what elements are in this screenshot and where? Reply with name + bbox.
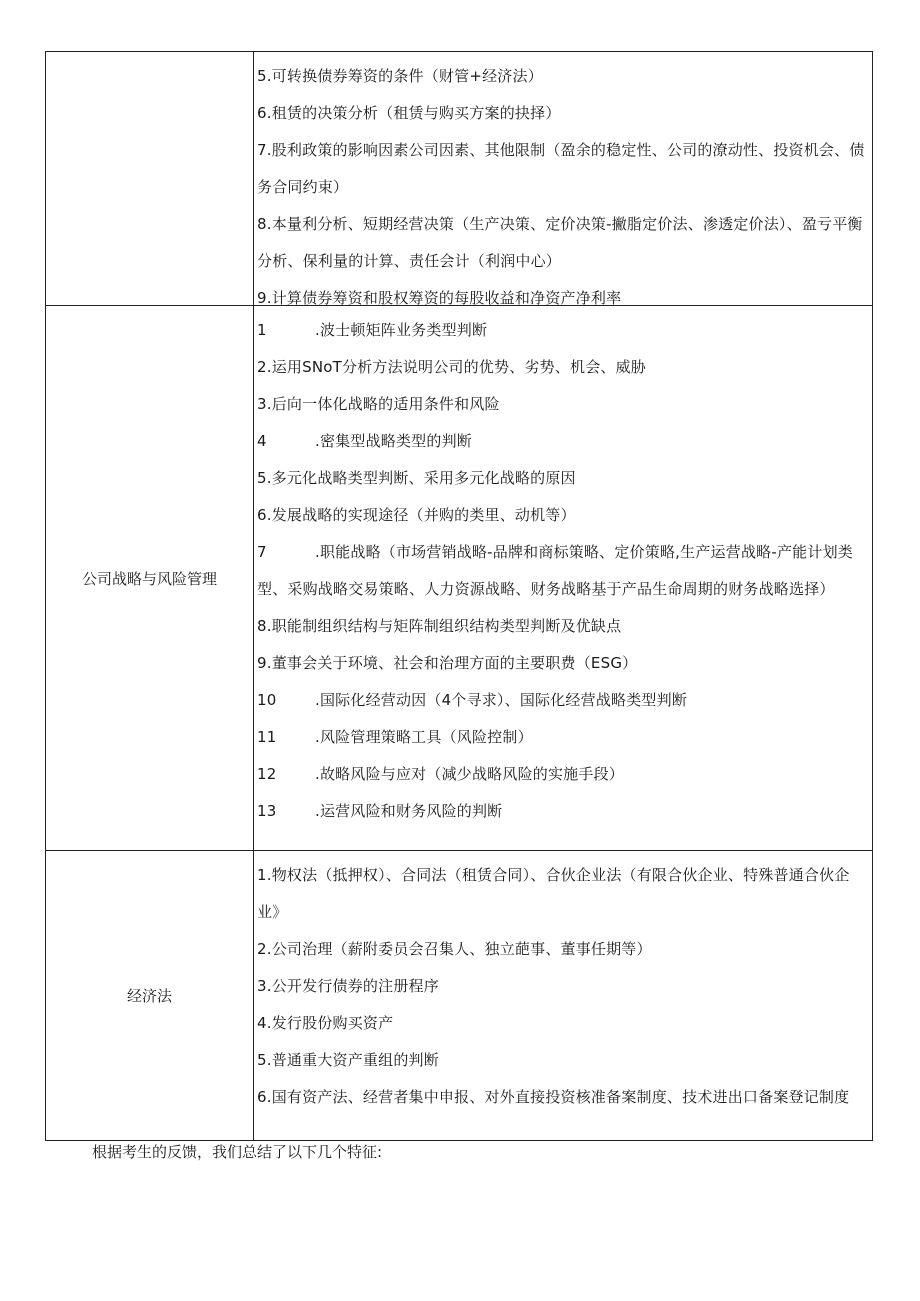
list-item (257, 349, 866, 386)
item-number: 1. (257, 866, 272, 884)
item-number: 3. (257, 395, 272, 413)
item-text: .职能战略（市场营销战略-品牌和商标策略、定价策略,生产运营战略-产能计划类型、采购战略交易策略、人力资源战略、财务战略基于产品生命周期的财务战略选择） (257, 543, 853, 598)
item-text: 公司治理（薪附委员会召集人、独立葩事、董事任期等） (271, 940, 652, 958)
item-text: 本量利分析、短期经营决策（生产决策、定价决策-撇脂定价法、渗透定价法）、盈亏平衡分析、保利量的计算、责任会计（利润中心） (257, 215, 863, 270)
list-item (257, 95, 866, 132)
category-cell: 公司战略与风险管理 (46, 306, 254, 850)
list-item (257, 756, 866, 793)
item-text: 后向一体化战略的适用条件和风险 (271, 395, 500, 413)
item-number: 6. (257, 104, 272, 122)
item-text: .故略风险与应对（减少战略风险的实施手段） (315, 765, 624, 783)
list-item (257, 280, 866, 306)
items-cell (254, 306, 872, 850)
list-item (257, 857, 866, 931)
item-text: 租赁的决策分析（租赁与购买方案的抉择） (271, 104, 561, 122)
item-number: 13 (257, 802, 277, 820)
item-number: 7 (257, 543, 267, 561)
item-text: 公开发行债券的注册程序 (271, 977, 439, 995)
list-item (257, 931, 866, 968)
list-item (257, 386, 866, 423)
list-item (257, 497, 866, 534)
list-item (257, 132, 866, 206)
table-row-strategy (46, 306, 872, 851)
item-text: .运营风险和财务风险的判断 (315, 802, 503, 820)
item-text: 国有资产法、经营者集中申报、对外直接投资核准备案制度、技术进出口备案登记制度 (271, 1088, 850, 1106)
item-text: 董事会关于环境、社会和治理方面的主要职费（ESG） (271, 654, 638, 672)
list-item (257, 206, 866, 280)
list-item (257, 719, 866, 756)
item-number: 6. (257, 506, 272, 524)
item-text: .风险管理策略工具（风险控制） (315, 728, 533, 746)
item-text: .波士顿矩阵业务类型判断 (315, 321, 488, 339)
list-item (257, 968, 866, 1005)
item-text: .密集型战略类型的判断 (315, 432, 472, 450)
item-number: 9. (257, 654, 272, 672)
item-number: 5. (257, 67, 272, 85)
list-item (257, 423, 866, 460)
item-number: 1 (257, 321, 267, 339)
item-text: 计算债券筹资和股权筹资的每股收益和净资产净利率 (271, 289, 622, 306)
item-number: 11 (257, 728, 277, 746)
list-item (257, 793, 866, 830)
list-item (257, 682, 866, 719)
item-number: 6. (257, 1088, 272, 1106)
table-row-economic-law (46, 851, 872, 1140)
item-text: 发行股份购买资产 (271, 1014, 394, 1032)
list-item (257, 645, 866, 682)
exam-topics-table (45, 51, 873, 1141)
item-text: 职能制组织结构与矩阵制组织结构类型判断及优缺点 (271, 617, 622, 635)
item-text: 运用SNoT分析方法说明公司的优势、劣势、机会、威胁 (271, 358, 647, 376)
category-cell (46, 52, 254, 305)
item-text: 发展战略的实现途径（并购的类里、动机等） (271, 506, 576, 524)
item-text: 普通重大资产重组的判断 (271, 1051, 439, 1069)
list-item (257, 312, 866, 349)
item-number: 8. (257, 215, 272, 233)
item-number: 5. (257, 1051, 272, 1069)
items-cell (254, 52, 872, 305)
items-cell (254, 851, 872, 1140)
item-number: 2. (257, 358, 272, 376)
list-item (257, 608, 866, 645)
item-number: 2. (257, 940, 272, 958)
list-item (257, 58, 866, 95)
list-item (257, 534, 866, 608)
item-number: 3. (257, 977, 272, 995)
item-text: 可转换债券筹资的条件（财管+经济法） (271, 67, 543, 85)
item-number: 7. (257, 141, 272, 159)
item-text: 股利政策的影响因素公司因素、其他限制（盈余的稳定性、公司的潦动性、投资机会、债务合同约束） (257, 141, 865, 196)
item-number: 10 (257, 691, 277, 709)
list-item (257, 1079, 866, 1116)
item-text: .国际化经营动因（4个寻求）、国际化经营战略类型判断 (315, 691, 688, 709)
item-text: 物权法（抵押权）、合同法（租赁合同）、合伙企业法（有限合伙企业、特殊普通合伙企业》 (257, 866, 850, 921)
item-number: 12 (257, 765, 277, 783)
list-item (257, 1005, 866, 1042)
category-cell: 经济法 (46, 851, 254, 1140)
list-item (257, 460, 866, 497)
item-number: 5. (257, 469, 272, 487)
table-row-finance (46, 52, 872, 306)
item-text: 多元化战略类型判断、采用多元化战略的原因 (271, 469, 576, 487)
item-number: 4 (257, 432, 267, 450)
item-number: 9. (257, 289, 272, 306)
summary-paragraph: 根据考生的反馈，我们总结了以下几个特征: (92, 1143, 383, 1161)
item-number: 8. (257, 617, 272, 635)
item-number: 4. (257, 1014, 272, 1032)
list-item (257, 1042, 866, 1079)
